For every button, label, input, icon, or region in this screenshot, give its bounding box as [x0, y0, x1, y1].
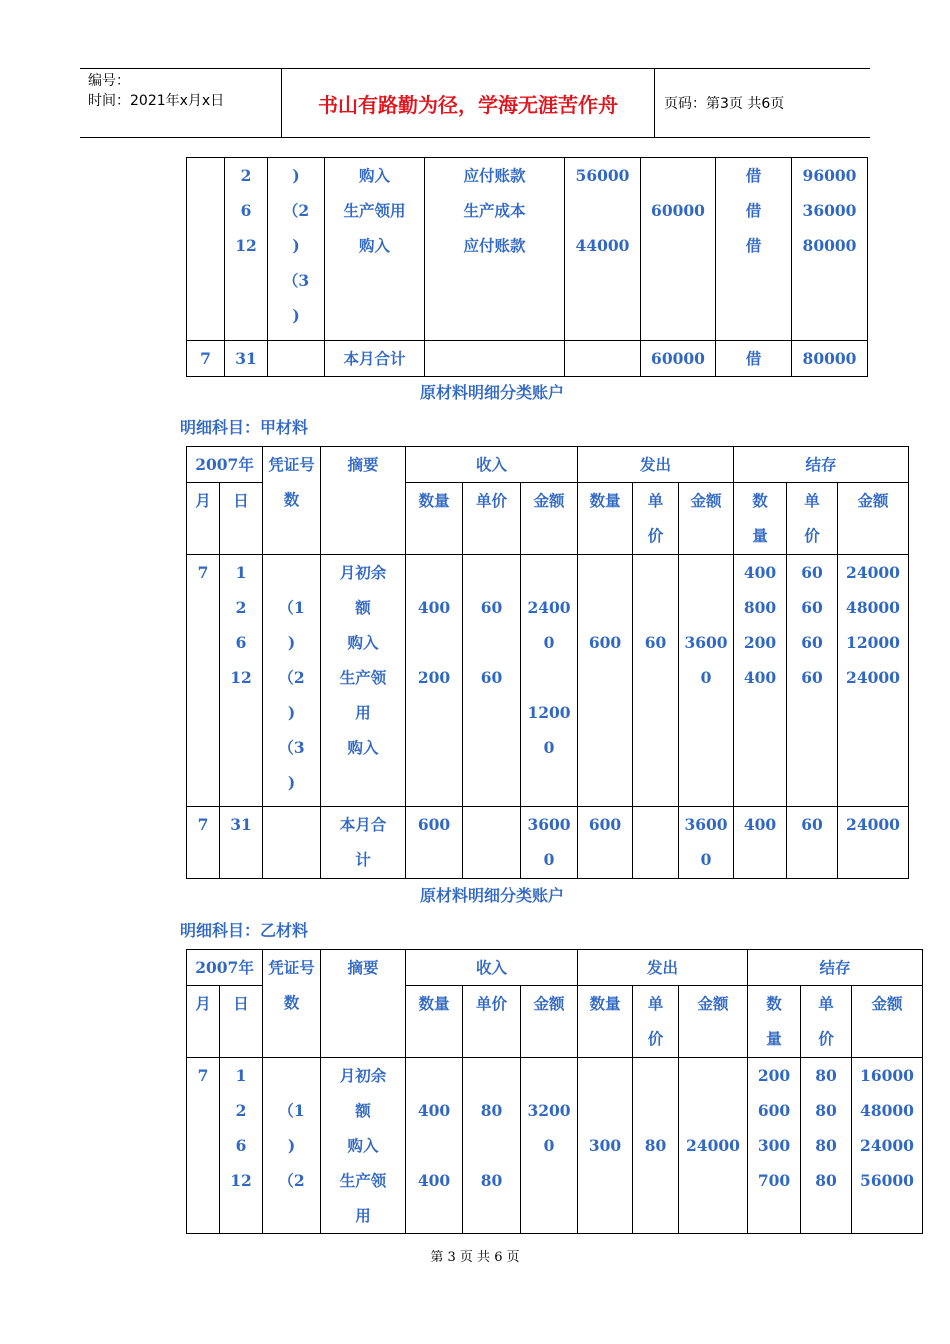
year-header: 2007年	[187, 950, 263, 986]
cell-line	[578, 1093, 632, 1128]
cell-line	[679, 1093, 747, 1128]
cell-line: 用	[355, 703, 371, 722]
cell-line: 0	[700, 668, 712, 687]
cell-line: 应付账款	[463, 166, 526, 185]
cell-line	[463, 1058, 520, 1093]
cell-line: 2	[235, 1101, 247, 1120]
bal-price-cell	[801, 1058, 852, 1234]
section-title: 原材料明细分类账户	[419, 383, 564, 402]
material-b-ledger-table	[186, 949, 923, 1234]
cell-line	[521, 660, 577, 695]
cell-line	[406, 555, 462, 590]
out-qty-cell	[578, 1058, 633, 1234]
cell-line: 80	[815, 1101, 837, 1120]
out-qty-cell: 600	[578, 807, 633, 879]
balance-cell: 80000	[792, 341, 868, 377]
price-header: 单价	[463, 986, 521, 1058]
table-row	[187, 807, 909, 879]
voucher-header	[263, 447, 321, 555]
cell-line: )	[287, 703, 296, 722]
material-a-ledger-table	[186, 446, 909, 879]
out-price-cell	[633, 807, 679, 879]
cell-line: 1	[235, 563, 247, 582]
day-cell: 31	[220, 807, 263, 879]
voucher-header-text: 凭证号数	[268, 455, 315, 509]
subject-label: 明细科目：乙材料	[180, 921, 309, 940]
cell-line: 36000	[802, 201, 857, 220]
cell-line: 6	[240, 201, 252, 220]
table-row	[187, 1058, 923, 1234]
bal-qty-cell	[734, 555, 787, 807]
cell-line: 月初余	[339, 1066, 387, 1085]
balance-cell	[792, 158, 868, 341]
in-qty-cell	[406, 555, 463, 807]
summary-cell	[321, 555, 406, 807]
cell-line: 生产领用	[343, 201, 406, 220]
cell-line: )	[292, 166, 300, 185]
amount-header: 金额	[852, 986, 923, 1058]
cell-line	[463, 1128, 520, 1163]
continued-ledger-table	[186, 157, 868, 377]
cell-line: 购入	[347, 738, 379, 757]
direction-cell	[716, 158, 792, 341]
qty-header: 数量	[748, 986, 801, 1058]
cell-line: 12	[230, 668, 252, 687]
amount-header: 金额	[679, 483, 734, 555]
qty-header: 数量	[406, 986, 463, 1058]
summary-header: 摘要	[321, 950, 406, 1058]
cell-line: 3600	[684, 633, 728, 652]
cell-line: )	[287, 633, 296, 652]
bal-price-cell: 60	[787, 807, 838, 879]
cell-line: （2	[278, 668, 305, 687]
motto: 书山有路勤为径，学海无涯苦作舟	[318, 93, 618, 117]
direction-cell: 借	[716, 341, 792, 377]
cell-line: 400	[417, 598, 451, 617]
cell-line: 计	[355, 850, 371, 869]
cell-line: 60	[801, 668, 823, 687]
cell-line: 购入	[358, 236, 390, 255]
cell-line: 80	[480, 1171, 503, 1190]
out-price-cell	[633, 555, 679, 807]
cell-line: 购入	[358, 166, 390, 185]
cell-line: 48000	[846, 598, 900, 617]
cell-line: 60	[801, 563, 823, 582]
cell-line: 生产成本	[463, 201, 526, 220]
cell-line: 80	[815, 1171, 837, 1190]
bal-amount-cell	[838, 555, 909, 807]
voucher-cell	[263, 1058, 321, 1234]
cell-line	[463, 625, 520, 660]
cell-line: 24000	[686, 1136, 740, 1155]
cell-line: 96000	[802, 166, 857, 185]
page-header	[80, 68, 870, 138]
in-qty-cell: 600	[406, 807, 463, 879]
cell-line: 600	[757, 1101, 791, 1120]
subject-label: 明细科目：甲材料	[180, 418, 309, 437]
day-cell	[225, 158, 268, 341]
cell-line: 3600	[684, 815, 728, 834]
cell-line: 60	[480, 668, 503, 687]
in-amount-cell	[521, 807, 578, 879]
page-footer: 第 3 页 共 6 页	[430, 1250, 520, 1265]
bal-qty-cell: 400	[734, 807, 787, 879]
amount-header: 金额	[521, 483, 578, 555]
cell-line: 0	[543, 850, 555, 869]
cell-line: )	[287, 773, 296, 792]
cell-line: 借	[745, 201, 762, 220]
cell-line: 12	[230, 1171, 252, 1190]
cell-line	[565, 193, 640, 228]
in-amount-cell	[521, 555, 578, 807]
section-title: 原材料明细分类账户	[419, 886, 564, 905]
cell-line: 60	[801, 598, 823, 617]
out-price-cell	[633, 1058, 679, 1234]
number-label: 编号：	[88, 73, 130, 89]
cell-line	[641, 158, 715, 193]
issue-header: 发出	[578, 950, 748, 986]
cell-line: 80	[815, 1136, 837, 1155]
price-header: 单价	[801, 986, 852, 1058]
voucher-cell	[268, 158, 325, 341]
month-cell: 7	[187, 555, 220, 807]
summary-cell	[325, 158, 425, 341]
income-header: 收入	[406, 447, 578, 483]
year-header: 2007年	[187, 447, 263, 483]
cell-line: 购入	[347, 633, 379, 652]
cell-line: 80	[644, 1136, 667, 1155]
in-price-cell	[463, 555, 521, 807]
cell-line: 应付账款	[463, 236, 526, 255]
credit-cell: 60000	[641, 341, 716, 377]
bal-qty-cell	[748, 1058, 801, 1234]
balance-header: 结存	[748, 950, 923, 986]
table-row	[187, 158, 868, 341]
price-header: 单价	[787, 483, 838, 555]
cell-line: 60000	[651, 201, 705, 220]
cell-line: )	[292, 306, 300, 325]
cell-line: )	[287, 1136, 296, 1155]
cell-line: 24000	[846, 563, 900, 582]
qty-header: 数量	[406, 483, 463, 555]
day-header: 日	[220, 483, 263, 555]
cell-line	[263, 555, 320, 590]
cell-line: （1	[278, 598, 305, 617]
cell-line	[633, 1093, 678, 1128]
cell-line: 56000	[860, 1171, 914, 1190]
table-header-row	[187, 447, 909, 483]
cell-line: 购入	[347, 1136, 379, 1155]
cell-line: 12000	[846, 633, 900, 652]
price-header: 单价	[633, 986, 679, 1058]
in-qty-cell	[406, 1058, 463, 1234]
cell-line	[578, 590, 632, 625]
day-header: 日	[220, 986, 263, 1058]
cell-line: 60	[480, 598, 503, 617]
cell-line: （1	[278, 1101, 305, 1120]
cell-line: 400	[743, 668, 777, 687]
amount-header: 金额	[679, 986, 748, 1058]
cell-line	[641, 228, 715, 263]
month-header: 月	[187, 483, 220, 555]
cell-line	[263, 1058, 320, 1093]
cell-line: 12	[235, 236, 257, 255]
debit-cell	[565, 158, 641, 341]
cell-line	[679, 1058, 747, 1093]
cell-line	[633, 590, 678, 625]
cell-line: 56000	[575, 166, 630, 185]
bal-price-cell	[787, 555, 838, 807]
out-amount-cell	[679, 1058, 748, 1234]
cell-line: 60	[644, 633, 667, 652]
cell-line: 600	[588, 633, 622, 652]
cell-line: 400	[417, 1171, 451, 1190]
cell-line: 借	[745, 166, 762, 185]
voucher-cell	[263, 807, 321, 879]
table-row	[187, 555, 909, 807]
page-label: 页码：第3页 共6页	[664, 96, 785, 112]
cell-line	[521, 1058, 577, 1093]
cell-line: 80000	[802, 236, 857, 255]
voucher-header-text: 凭证号数	[268, 958, 315, 1012]
cell-line: 16000	[860, 1066, 914, 1085]
cell-line: 0	[543, 738, 555, 757]
cell-line: 48000	[860, 1101, 914, 1120]
cell-line	[521, 555, 577, 590]
month-cell	[187, 158, 225, 341]
cell-line: 月初余	[339, 563, 387, 582]
cell-line: 生产领	[339, 1171, 387, 1190]
cell-line: 24000	[860, 1136, 914, 1155]
cell-line: 用	[355, 1206, 371, 1225]
cell-line: 3600	[527, 815, 571, 834]
cell-line: 24000	[846, 668, 900, 687]
cell-line: 80	[480, 1101, 503, 1120]
month-cell: 7	[187, 1058, 220, 1234]
cell-line: 200	[417, 668, 451, 687]
debit-cell	[565, 341, 641, 377]
cell-line	[463, 555, 520, 590]
cell-line: 0	[543, 633, 555, 652]
in-amount-cell	[521, 1058, 578, 1234]
price-header: 单价	[633, 483, 679, 555]
header-meta	[88, 71, 278, 111]
cell-line: 2	[235, 598, 247, 617]
qty-header: 数量	[578, 483, 633, 555]
cell-line	[633, 555, 678, 590]
cell-line	[578, 1058, 632, 1093]
month-cell: 7	[187, 341, 225, 377]
income-header: 收入	[406, 950, 578, 986]
bal-amount-cell: 24000	[838, 807, 909, 879]
credit-cell	[641, 158, 716, 341]
month-header: 月	[187, 986, 220, 1058]
cell-line: 300	[588, 1136, 622, 1155]
cell-line: 80	[815, 1066, 837, 1085]
cell-line: 2400	[527, 598, 571, 617]
cell-line	[578, 555, 632, 590]
cell-line	[679, 555, 733, 590]
day-cell	[220, 555, 263, 807]
cell-line: 0	[543, 1136, 555, 1155]
cell-line: 1200	[527, 703, 571, 722]
out-amount-cell	[679, 807, 734, 879]
cell-line: 300	[757, 1136, 791, 1155]
cell-line: 额	[355, 598, 371, 617]
cell-line: 6	[235, 1136, 247, 1155]
qty-header: 数量	[578, 986, 633, 1058]
cell-line: 400	[743, 563, 777, 582]
summary-cell: 本月合计	[325, 341, 425, 377]
out-qty-cell	[578, 555, 633, 807]
cell-line: 借	[745, 236, 762, 255]
cell-line: 200	[743, 633, 777, 652]
cell-line: 200	[757, 1066, 791, 1085]
counter-account-cell	[425, 341, 565, 377]
qty-header: 数量	[734, 483, 787, 555]
issue-header: 发出	[578, 447, 734, 483]
summary-header: 摘要	[321, 447, 406, 555]
cell-line: 0	[700, 850, 712, 869]
cell-line: 2	[240, 166, 252, 185]
cell-line: （2	[282, 201, 310, 220]
cell-line: （3	[278, 738, 305, 757]
time-label: 时间：2021年x月x日	[88, 93, 225, 109]
cell-line	[406, 1058, 462, 1093]
cell-line: )	[292, 236, 300, 255]
voucher-cell	[268, 341, 325, 377]
price-header: 单价	[463, 483, 521, 555]
header-divider	[654, 69, 655, 137]
day-cell: 31	[225, 341, 268, 377]
cell-line: 额	[355, 1101, 371, 1120]
cell-line: 60	[801, 633, 823, 652]
cell-line: （3	[282, 271, 310, 290]
cell-line	[406, 1128, 462, 1163]
cell-line: 44000	[575, 236, 630, 255]
amount-header: 金额	[521, 986, 578, 1058]
bal-amount-cell	[852, 1058, 923, 1234]
cell-line	[633, 1058, 678, 1093]
cell-line: 700	[757, 1171, 791, 1190]
table-row	[187, 341, 868, 377]
cell-line	[679, 590, 733, 625]
cell-line: 生产领	[339, 668, 387, 687]
summary-cell	[321, 1058, 406, 1234]
cell-line: 3200	[527, 1101, 571, 1120]
in-price-cell	[463, 1058, 521, 1234]
in-price-cell	[463, 807, 521, 879]
voucher-header	[263, 950, 321, 1058]
cell-line	[406, 625, 462, 660]
summary-cell	[321, 807, 406, 879]
day-cell	[220, 1058, 263, 1234]
cell-line: 本月合	[339, 815, 387, 834]
cell-line: 400	[417, 1101, 451, 1120]
cell-line: 6	[235, 633, 247, 652]
out-amount-cell	[679, 555, 734, 807]
month-cell: 7	[187, 807, 220, 879]
cell-line: 1	[235, 1066, 247, 1085]
voucher-cell	[263, 555, 321, 807]
cell-line: 800	[743, 598, 777, 617]
counter-account-cell	[425, 158, 565, 341]
table-header-row	[187, 950, 923, 986]
amount-header: 金额	[838, 483, 909, 555]
balance-header: 结存	[734, 447, 909, 483]
cell-line: （2	[278, 1171, 305, 1190]
